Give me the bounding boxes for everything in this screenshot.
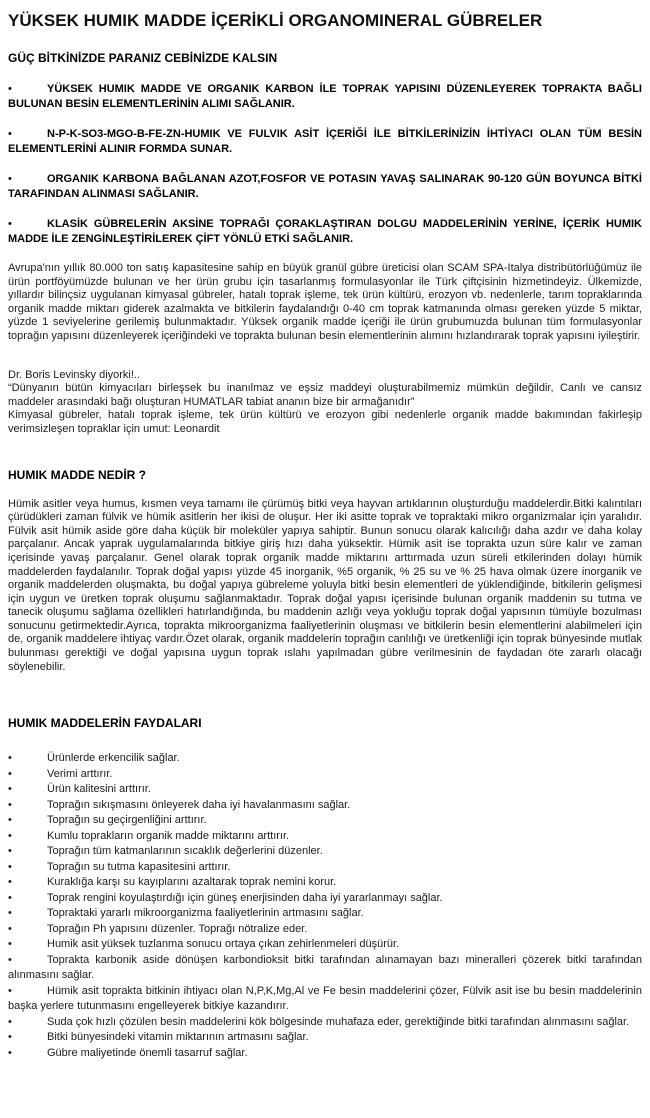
bullet-icon: • (8, 1046, 12, 1059)
bullet-icon: • (8, 783, 12, 796)
benefit-text: Ürünlerde erkencilik sağlar. (47, 752, 180, 765)
bullet-icon: • (8, 860, 12, 873)
benefit-text: Toprak rengini koyulaştırdığı için güneş enerjisinden daha iyi yararlanmayı sağlar. (47, 891, 443, 904)
benefit-item (8, 829, 642, 845)
quote-followup: Kimyasal gübreler, hatalı toprak işleme, tek ürün kültürü ve erozyon gibi nedenlerle organik madde bakımından fakirleşip verimsizleşen topraklar için umut: Leonardit (8, 409, 642, 435)
benefit-text: Topraktaki yararlı mikroorganizma faaliyetlerinin artmasını sağlar. (47, 907, 364, 920)
feature-bullet-list (8, 82, 642, 247)
benefit-text: Toprağın su tutma kapasitesini arttırır. (47, 860, 231, 873)
bullet-icon: • (8, 218, 12, 230)
benefit-text: Toprağın su geçirgenliğini arttırır. (47, 814, 207, 827)
bullet-icon: • (8, 1015, 12, 1028)
bullet-icon: • (8, 814, 12, 827)
page-title: YÜKSEK HUMIK MADDE İÇERİKLİ ORGANOMINERAL GÜBRELER (8, 11, 543, 30)
feature-bullet-text: KLASİK GÜBRELERİN AKSİNE TOPRAĞI ÇORAKLAŞTIRAN DOLGU MADDELERİNİN YERİNE, İÇERİK HUMIK MADDE İLE ZENGİNLEŞTİRİLEREK ÇİFT YÖNLÜ ETKİ SAĞLANIR. (8, 218, 642, 245)
benefit-item (8, 906, 642, 922)
bullet-icon: • (8, 984, 12, 997)
bullet-icon: • (8, 767, 12, 780)
bullet-icon: • (8, 829, 12, 842)
benefit-text: Humik asit yüksek tuzlanma sonucu ortaya çıkan zehirlenmeleri düşürür. (47, 938, 400, 951)
what-is-humic-paragraph: Hümik asitler veya humus, kısmen veya tamamı ile çürümüş bitki veya hayvan artıklarının oluşturduğu maddelerdir.Bitki kalıntıları çürüdükleri zaman fülvik ve hümik asitlerin her ikisi de oluşur. Her iki asitte toprak ve topraktaki mikro organizmalar için yaralıdır. Fülvik asit hümik aside göre daha küçük bir moleküler yapıya sahiptir. Bunun sonucu olarak kalıcılığı daha azdır ve daha kolay parçalanır. Ancak yaprak uygulamalarında bitkiye giriş hızı daha yüksektir. Hümik asit ise toprakta uzun süre kalır ve zaman içerisinde yavaş parçalanır. Genel olarak toprak organik madde miktarını arttırmada uzun süreli etkilerinden dolayı hümik maddelerden faydalanılır. Toprak doğal yapısı yüzde 45 inorganik, %5 organik, % 25 su ve % 25 hava olmak üzere inorganik ve organik maddelerden oluşmakta, bu doğal yapıya gübreleme yoluyla bitki besin elementleri de yüklendiğinde, bitkilerin gelişmesi için uygun ve üretken toprak oluşumu sağlanmaktadır. Toprak doğal yapısı içerisinde bulunan organik maddenin su tutma ve tanecik oluşumu sağlama özellikleri hatırlandığında, bu maddenin azlığı veya yokluğu toprak doğal yapısının tümüyle bozulması sonucunu getirmektedir.Ayrıca, toprakta mikroorganizma faaliyetlerinin oluşması ve bitkilerin besin elementlerini alabilmeleri için de, organik maddelere ihtiyaç vardır.Özet olarak, organik maddelerin toprağın canlılığı ve üretkenliği için toprak bünyesinde mutlak bulunması gerektiği ve doğal yapısına uygun toprak ıslahı yapılmadan gübre verilmesinin de faydadan öte zararlı olacağı söylenebilir. (8, 497, 642, 673)
benefit-item (8, 953, 642, 984)
benefit-text: Bitki bünyesindeki vitamin miktarının artmasını sağlar. (47, 1031, 309, 1044)
benefit-item (8, 922, 642, 938)
quote-attribution: Dr. Boris Levinsky diyorki!.. (8, 368, 141, 381)
feature-bullet-text: ORGANIK KARBONA BAĞLANAN AZOT,FOSFOR VE POTASIN YAVAŞ SALINARAK 90-120 GÜN BOYUNCA BİTKİ TARAFINDAN ALINMASI SAĞLANIR. (8, 173, 642, 200)
benefit-item (8, 984, 642, 1015)
document-subtitle: GÜÇ BİTKİNİZDE PARANIZ CEBİNİZDE KALSIN (8, 51, 278, 65)
benefit-item (8, 860, 642, 876)
bullet-icon: • (8, 1031, 12, 1044)
section-heading-what-is-humic: HUMIK MADDE NEDİR ? (8, 467, 146, 482)
benefit-text: Hümik asit toprakta bitkinin ihtiyacı olan N,P,K,Mg,Al ve Fe besin maddelerini çözer, Fülvik asit ise bu besin maddelerinin başka yerlere tutunmasını engelleyerek bitkiye kazandırır. (8, 984, 642, 1013)
benefit-item (8, 844, 642, 860)
feature-bullet-text: N-P-K-SO3-MGO-B-FE-ZN-HUMIK VE FULVIK ASİT İÇERİĞİ İLE BİTKİLERİNİZİN İHTİYACI OLAN TÜM BESİN ELEMENTLERİNİ ALINIR FORMDA SUNAR. (8, 128, 642, 155)
bullet-icon: • (8, 798, 12, 811)
bullet-icon: • (8, 907, 12, 920)
benefit-item (8, 1046, 642, 1062)
benefit-text: Verimi arttırır. (47, 767, 113, 780)
benefit-item (8, 813, 642, 829)
benefit-item (8, 751, 642, 767)
benefit-item (8, 782, 642, 798)
bullet-icon: • (8, 128, 12, 140)
feature-bullet (8, 127, 642, 157)
benefit-text: Suda çok hızlı çözülen besin maddelerini kök bölgesinde muhafaza eder, gerektiğinde bitki tarafından alınmasını sağlar. (47, 1015, 630, 1028)
bullet-icon: • (8, 953, 12, 966)
bullet-icon: • (8, 922, 12, 935)
section-heading-benefits: HUMIK MADDELERİN FAYDALARI (8, 716, 202, 731)
benefit-item (8, 1015, 642, 1031)
benefit-text: Gübre maliyetinde önemli tasarruf sağlar. (47, 1046, 248, 1059)
benefit-item (8, 937, 642, 953)
feature-bullet-text: YÜKSEK HUMIK MADDE VE ORGANIK KARBON İLE TOPRAK YAPISINI DÜZENLEYEREK TOPRAKTA BAĞLI BULUNAN BESİN ELEMENTLERİNİN ALIMI SAĞLANIR. (8, 83, 642, 110)
benefit-text: Toprağın tüm katmanlarının sıcaklık değerlerini düzenler. (47, 845, 323, 858)
feature-bullet (8, 172, 642, 202)
quote-text: “Dünyanın bütün kimyacıları birleşsek bu inanılmaz ve eşsiz maddeyi oluşturabilmemiz mümkün değildir, Canlı ve cansız maddeler arasındaki bağı oluşturan HUMATLAR tabiat ananın bize bir armağanıdır” (8, 382, 642, 408)
intro-paragraph: Avrupa'nın yıllık 80.000 ton satış kapasitesine sahip en büyük granül gübre üreticisi olan SCAM SPA-Italya distribütörlüğümüz ile ürün portföyümüzde bulunan ve her ürün grubu için tasarlanmış formulasyonlar ile Türk çiftçisinin hizmetindeyiz. Ülkemizde, yıllardır bilinçsiz uygulanan kimyasal gübreler, hatalı toprak işleme, tek ürün kültürü, erozyon vb. nedenlerle, tarım topraklarında organik madde miktarı giderek azalmakta ve bitkilerin faydalandığı 0-40 cm toprak katmanında olması gereken yüzde 5 miktar, yüzde 1 seviyelerine gerilemiş bulunmaktadır. Yüksek organik madde içeriği ile ürün grubumuzda bulunan tüm formulasyonlar toprağın yapısını düzenleyerek içeriğindeki ve toprakta bulunan besin elementlerinin alımını hızlandırarak toprak yapısını iyileştirir. (8, 262, 642, 342)
benefit-item (8, 891, 642, 907)
benefit-item (8, 767, 642, 783)
bullet-icon: • (8, 938, 12, 951)
benefit-text: Toprağın Ph yapısını düzenler. Toprağı nötralize eder. (47, 922, 308, 935)
benefit-text: Kumlu toprakların organik madde miktarını arttırır. (47, 829, 290, 842)
benefit-item (8, 1030, 642, 1046)
benefit-text: Toprakta karbonik aside dönüşen karbondioksit bitki tarafından alınamayan bazı mineralleri çözerek bitki tarafından alınmasını sağlar. (8, 953, 642, 982)
bullet-icon: • (8, 752, 12, 765)
benefits-list (8, 751, 642, 1061)
benefit-item (8, 798, 642, 814)
bullet-icon: • (8, 845, 12, 858)
quote-block (8, 369, 642, 437)
feature-bullet (8, 217, 642, 247)
bullet-icon: • (8, 83, 12, 95)
bullet-icon: • (8, 891, 12, 904)
bullet-icon: • (8, 173, 12, 185)
benefit-text: Toprağın sıkışmasını önleyerek daha iyi havalanmasını sağlar. (47, 798, 351, 811)
bullet-icon: • (8, 876, 12, 889)
feature-bullet (8, 82, 642, 112)
benefit-item (8, 875, 642, 891)
benefit-text: Ürün kalitesini arttırır. (47, 783, 151, 796)
benefit-text: Kuraklığa karşı su kayıplarını azaltarak toprak nemini korur. (47, 876, 337, 889)
